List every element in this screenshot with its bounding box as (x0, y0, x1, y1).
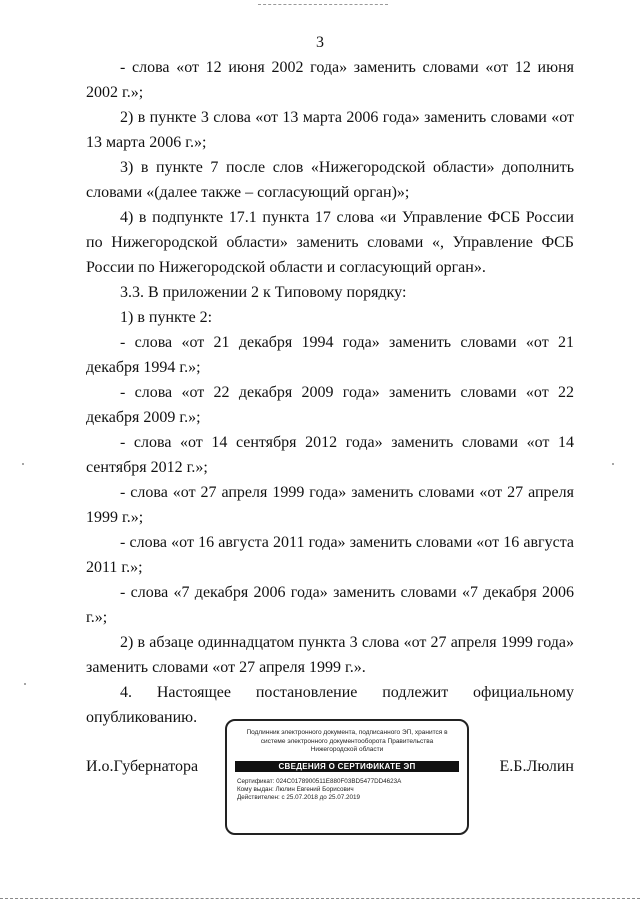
stamp-title: СВЕДЕНИЯ О СЕРТИФИКАТЕ ЭП (235, 761, 459, 772)
scan-speck (24, 683, 26, 685)
paragraph: 2) в пункте 3 слова «от 13 марта 2006 года» заменить словами «от 13 марта 2006 г.»; (86, 109, 574, 151)
page-number: 3 (316, 34, 324, 51)
paragraph: - слова «от 21 декабря 1994 года» заменить словами «от 21 декабря 1994 г.»; (86, 334, 574, 376)
paragraph: - слова «7 декабря 2006 года» заменить словами «7 декабря 2006 г.»; (86, 584, 574, 626)
paragraph: 3.3. В приложении 2 к Типовому порядку: (120, 284, 407, 301)
paragraph: - слова «от 16 августа 2011 года» заменить словами «от 16 августа 2011 г.»; (86, 534, 574, 576)
scan-speck (22, 463, 24, 465)
scan-artifact-top (258, 4, 388, 6)
scan-speck (612, 463, 614, 465)
paragraph: 3) в пункте 7 после слов «Нижегородской области» дополнить словами «(далее также – согласующий орган)»; (86, 159, 574, 201)
stamp-valid: Действителен: с 25.07.2018 до 25.07.2019 (237, 793, 361, 801)
paragraph: 4) в подпункте 17.1 пункта 17 слова «и Управление ФСБ России по Нижегородской области» заменить словами «, Управление ФСБ России по Нижегородской области и согласующий орган». (86, 209, 574, 276)
signer-position: И.о.Губернатора (86, 758, 199, 775)
paragraph: 2) в абзаце одиннадцатом пункта 3 слова «от 27 апреля 1999 года» заменить словами «от 27 апреля 1999 г.». (86, 634, 574, 676)
stamp-certificate: Сертификат: 024C0178900511E880F03BD5477DD4623A (237, 777, 402, 785)
stamp-issued-to: Кому выдан: Люлин Евгений Борисович (237, 785, 354, 793)
body-text (86, 55, 574, 730)
e-signature-stamp (225, 719, 469, 835)
paragraph: - слова «от 22 декабря 2009 года» заменить словами «от 22 декабря 2009 г.»; (86, 384, 574, 426)
signer-name: Е.Б.Люлин (499, 758, 574, 775)
paragraph: - слова «от 14 сентября 2012 года» заменить словами «от 14 сентября 2012 г.»; (86, 434, 574, 476)
stamp-details (237, 778, 457, 802)
stamp-header: Подлинник электронного документа, подписанного ЭП, хранится в системе электронного документооборота Правительства Нижегородской области (246, 729, 448, 753)
closing-paragraph: 4. Настоящее постановление подлежит официальному опубликованию. (86, 684, 574, 726)
paragraph: 1) в пункте 2: (120, 309, 213, 326)
scan-artifact-bottom (0, 898, 640, 900)
paragraph: - слова «от 27 апреля 1999 года» заменить словами «от 27 апреля 1999 г.»; (86, 484, 574, 526)
paragraph: - слова «от 12 июня 2002 года» заменить словами «от 12 июня 2002 г.»; (86, 59, 574, 101)
